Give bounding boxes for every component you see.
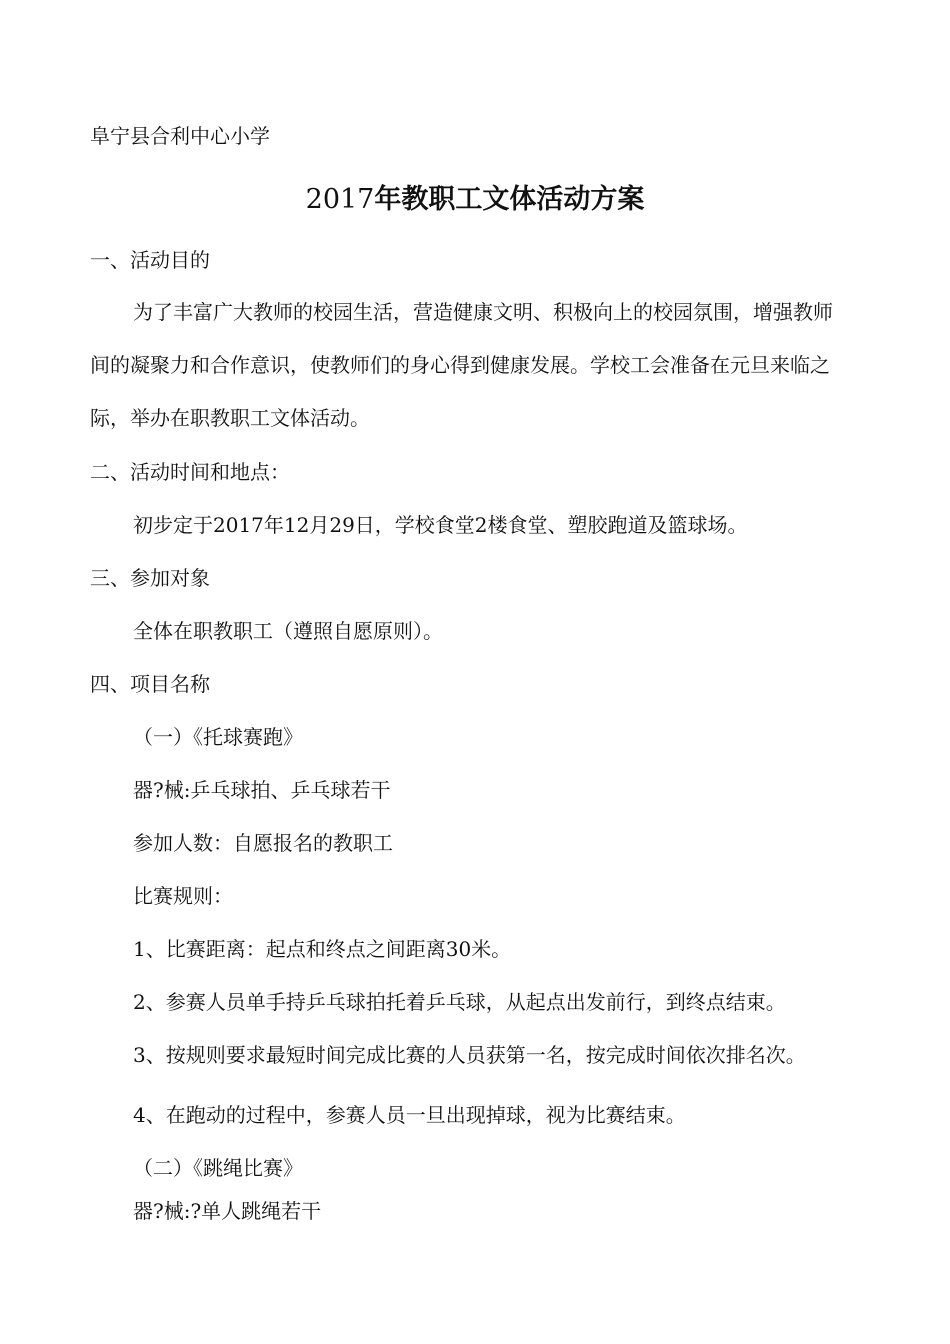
rule-item: 1、比赛距离：起点和终点之间距离30米。 bbox=[133, 937, 512, 961]
item-2-equipment: 器?械:?单人跳绳若干 bbox=[133, 1199, 322, 1223]
section-3-heading: 三、参加对象 bbox=[90, 566, 210, 590]
item-1-rules-heading: 比赛规则： bbox=[133, 884, 233, 908]
item-1-equipment: 器?械:乒乓球拍、乒乓球若干 bbox=[133, 778, 391, 802]
item-1-name: （一）《托球赛跑》 bbox=[133, 725, 303, 749]
item-1-participants: 参加人数：自愿报名的教职工 bbox=[133, 831, 393, 855]
section-1-paragraph: 为了丰富广大教师的校园生活，营造健康文明、积极向上的校园氛围，增强教师间的凝聚力和合作意识，使教师们的身心得到健康发展。学校工会准备在元旦来临之际，举办在职教职工文体活动。 bbox=[90, 300, 833, 430]
section-1-heading: 一、活动目的 bbox=[90, 248, 210, 272]
school-name: 阜宁县合利中心小学 bbox=[90, 124, 270, 148]
rule-item: 4、在跑动的过程中，参赛人员一旦出现掉球，视为比赛结束。 bbox=[133, 1103, 686, 1127]
rule-item: 3、按规则要求最短时间完成比赛的人员获第一名，按完成时间依次排名次。 bbox=[133, 1043, 806, 1067]
section-2-text: 初步定于2017年12月29日，学校食堂2楼食堂、塑胶跑道及篮球场。 bbox=[133, 513, 748, 537]
title-text: 年教职工文体活动方案 bbox=[374, 184, 645, 215]
section-2-heading: 二、活动时间和地点： bbox=[90, 460, 290, 484]
item-2-name: （二）《跳绳比赛》 bbox=[133, 1156, 303, 1180]
rule-item: 2、参赛人员单手持乒乓球拍托着乒乓球，从起点出发前行，到终点结束。 bbox=[133, 990, 786, 1014]
document-title bbox=[0, 183, 950, 217]
title-year: 2017 bbox=[305, 184, 375, 215]
section-3-text: 全体在职教职工（遵照自愿原则）。 bbox=[133, 619, 443, 643]
section-4-heading: 四、项目名称 bbox=[90, 672, 210, 696]
